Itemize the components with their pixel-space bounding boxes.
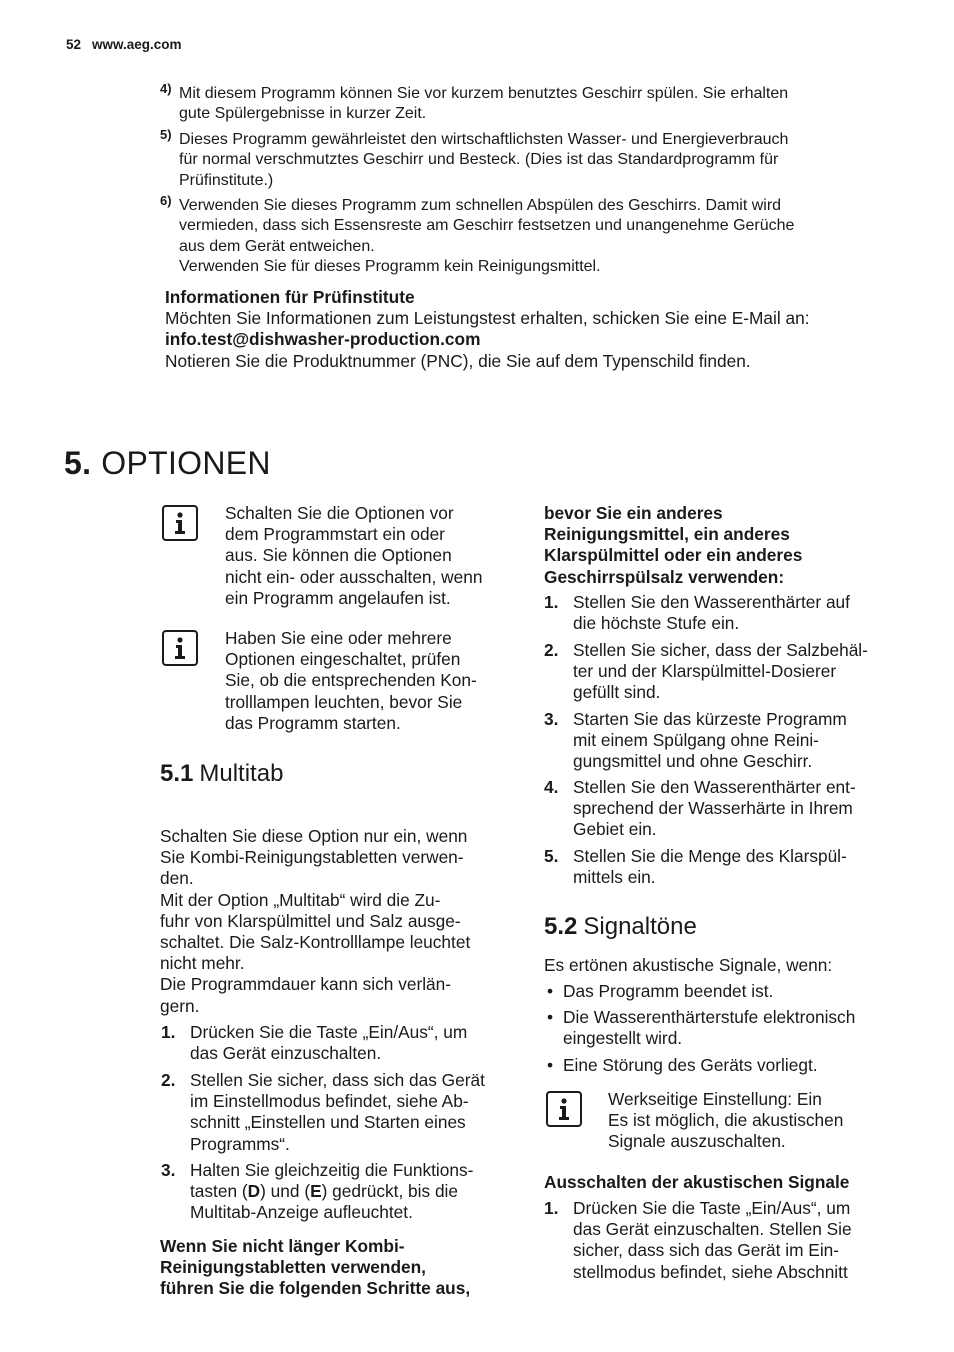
multitab-step-1 xyxy=(161,1022,521,1064)
right-step-4 xyxy=(544,777,914,841)
step-number: 1. xyxy=(544,1198,559,1218)
step-text: tasten ( xyxy=(190,1181,248,1202)
footnote-line: vermieden, dass sich Essensreste am Geschirr festsetzen und unangenehme Gerüche xyxy=(179,217,795,235)
step-line: das Gerät einzuschalten. Stellen Sie xyxy=(573,1219,852,1240)
info-note-1 xyxy=(225,503,525,609)
multitab-bold-note xyxy=(160,1236,520,1300)
note-line: nicht ein- oder ausschalten, wenn xyxy=(225,566,483,587)
step-number: 1. xyxy=(544,592,559,612)
step-line xyxy=(190,1181,521,1202)
step-line: ter und der Klarspülmittel-Dosierer xyxy=(573,661,837,682)
note-line: Haben Sie eine oder mehrere xyxy=(225,628,452,648)
key-d: D xyxy=(247,1181,261,1202)
note-line: aus. Sie können die Optionen xyxy=(225,545,452,566)
footnote-number: 5) xyxy=(160,127,172,142)
signal-bullet-1 xyxy=(544,981,914,1002)
footnote-line: für normal verschmutztes Geschirr und Besteck. (Dies ist das Standardprogramm für xyxy=(179,151,779,169)
test-info-email[interactable]: info.test@dishwasher-production.com xyxy=(165,329,481,350)
info-icon xyxy=(162,630,198,666)
info-icon xyxy=(162,505,198,541)
footnote-number: 6) xyxy=(160,193,172,208)
footnote-number: 4) xyxy=(160,81,172,96)
signal-note xyxy=(608,1089,908,1153)
bullet-dot: • xyxy=(547,981,554,1001)
paragraph-line: Mit der Option „Multitab“ wird die Zu- xyxy=(160,889,441,910)
test-info-heading: Informationen für Prüfinstitute xyxy=(165,287,415,307)
bullet-line: eingestellt wird. xyxy=(563,1028,683,1049)
note-line: Werkseitige Einstellung: Ein xyxy=(608,1089,822,1109)
bullet-line: Das Programm beendet ist. xyxy=(563,981,774,1001)
right-step-3 xyxy=(544,709,914,773)
section-title-text: Signaltöne xyxy=(583,913,697,940)
step-line: mittels ein. xyxy=(573,867,656,888)
step-line: Gebiet ein. xyxy=(573,819,657,840)
bold-note-line: Reinigungstabletten verwenden, xyxy=(160,1257,426,1278)
step-line: stellmodus befindet, siehe Abschnitt xyxy=(573,1261,848,1282)
note-line: Signale auszuschalten. xyxy=(608,1131,786,1152)
info-note-2 xyxy=(225,628,525,734)
step-number: 4. xyxy=(544,777,559,797)
bullet-dot: • xyxy=(547,1007,554,1027)
test-info-block xyxy=(165,287,925,372)
footnote-line: Verwenden Sie dieses Programm zum schnellen Abspülen des Geschirrs. Damit wird xyxy=(179,197,782,214)
step-line: Stellen Sie den Wasserenthärter auf xyxy=(573,592,850,612)
info-icon xyxy=(546,1091,582,1127)
note-line: dem Programmstart ein oder xyxy=(225,524,445,545)
step-line: die höchste Stufe ein. xyxy=(573,613,740,634)
step-line: Starten Sie das kürzeste Programm xyxy=(573,709,847,729)
signal-bullet-3 xyxy=(544,1055,914,1076)
bold-intro-line: Reinigungsmittel, ein anderes xyxy=(544,524,790,545)
right-step-5 xyxy=(544,846,914,888)
right-bold-intro xyxy=(544,503,904,588)
signal-bullet-2 xyxy=(544,1007,914,1049)
signal-step-1 xyxy=(544,1198,914,1283)
step-text: ) gedrückt, bis die xyxy=(321,1181,459,1202)
section-title-text: Multitab xyxy=(199,760,284,787)
step-line: schnitt „Einstellen und Starten eines xyxy=(190,1112,466,1133)
step-line: Halten Sie gleichzeitig die Funktions- xyxy=(190,1160,474,1180)
footnote-line: Prüfinstitute.) xyxy=(179,171,274,189)
signal-subheading: Ausschalten der akustischen Signale xyxy=(544,1172,850,1192)
chapter-number: 5. xyxy=(64,445,92,481)
step-number: 3. xyxy=(544,709,559,729)
step-line: gefüllt sind. xyxy=(573,682,661,703)
note-line: Es ist möglich, die akustischen xyxy=(608,1110,844,1131)
bullet-dot: • xyxy=(547,1055,554,1075)
multitab-step-3 xyxy=(161,1160,521,1224)
step-line: Stellen Sie sicher, dass sich das Gerät xyxy=(190,1070,485,1090)
paragraph-line: Sie Kombi-Reinigungstabletten verwen- xyxy=(160,847,464,868)
chapter-title xyxy=(64,444,271,482)
section-number: 5.1 xyxy=(160,760,194,787)
test-info-line: Notieren Sie die Produktnummer (PNC), die Sie auf dem Typenschild finden. xyxy=(165,350,751,371)
chapter-title-text: OPTIONEN xyxy=(101,445,271,481)
step-line: Stellen Sie sicher, dass der Salzbehäl- xyxy=(573,640,868,660)
step-line: Stellen Sie die Menge des Klarspül- xyxy=(573,846,847,866)
note-line: ein Programm angelaufen ist. xyxy=(225,587,451,608)
bold-note-line: Wenn Sie nicht länger Kombi- xyxy=(160,1236,405,1256)
step-line: sicher, dass sich das Gerät im Ein- xyxy=(573,1240,840,1261)
section-number: 5.2 xyxy=(544,913,578,940)
paragraph-line: gern. xyxy=(160,995,200,1016)
step-number: 1. xyxy=(161,1022,176,1042)
right-step-2 xyxy=(544,640,914,704)
signal-intro: Es ertönen akustische Signale, wenn: xyxy=(544,955,833,975)
right-step-1 xyxy=(544,592,914,634)
footnote-5 xyxy=(160,127,880,191)
paragraph-line: nicht mehr. xyxy=(160,953,245,974)
test-info-line: Möchten Sie Informationen zum Leistungstest erhalten, schicken Sie eine E-Mail an: xyxy=(165,308,810,329)
note-line: Schalten Sie die Optionen vor xyxy=(225,503,454,523)
note-line: Sie, ob die entsprechenden Kon- xyxy=(225,670,477,691)
footnote-6 xyxy=(160,193,880,278)
paragraph-line: fuhr von Klarspülmittel und Salz ausge- xyxy=(160,910,461,931)
key-e: E xyxy=(310,1181,322,1202)
paragraph-line: Die Programmdauer kann sich verlän- xyxy=(160,974,452,995)
paragraph-line: den. xyxy=(160,868,194,889)
step-line: im Einstellmodus befindet, siehe Ab- xyxy=(190,1091,469,1112)
bold-intro-line: Geschirrspülsalz verwenden: xyxy=(544,566,785,587)
step-line: sprechend der Wasserhärte in Ihrem xyxy=(573,798,853,819)
paragraph-line: schaltet. Die Salz-Kontrolllampe leuchtet xyxy=(160,932,471,953)
step-line: Programms“. xyxy=(190,1133,290,1154)
footnote-line: Verwenden Sie für dieses Programm kein Reinigungsmittel. xyxy=(179,258,601,276)
section-title-signal xyxy=(544,913,697,941)
paragraph-line: Schalten Sie diese Option nur ein, wenn xyxy=(160,826,468,846)
bold-note-line: führen Sie die folgenden Schritte aus, xyxy=(160,1278,471,1299)
step-line: gungsmittel und ohne Geschirr. xyxy=(573,751,813,772)
note-line: das Programm starten. xyxy=(225,712,401,733)
step-number: 2. xyxy=(544,640,559,660)
step-line: Stellen Sie den Wasserenthärter ent- xyxy=(573,777,856,797)
footnote-4 xyxy=(160,81,880,125)
note-line: Optionen eingeschaltet, prüfen xyxy=(225,649,461,670)
footnote-line: gute Spülergebnisse in kurzer Zeit. xyxy=(179,105,427,123)
step-line: mit einem Spülgang ohne Reini- xyxy=(573,730,819,751)
note-line: trolllampen leuchten, bevor Sie xyxy=(225,691,463,712)
step-number: 5. xyxy=(544,846,559,866)
step-text: ) und ( xyxy=(260,1181,311,1202)
step-line: Drücken Sie die Taste „Ein/Aus“, um xyxy=(573,1198,851,1218)
bold-intro-line: Klarspülmittel oder ein anderes xyxy=(544,545,803,566)
step-number: 3. xyxy=(161,1160,176,1180)
multitab-step-2 xyxy=(161,1070,521,1155)
bold-intro-line: bevor Sie ein anderes xyxy=(544,503,723,523)
bullet-line: Die Wasserenthärterstufe elektronisch xyxy=(563,1007,856,1027)
footnote-line: Mit diesem Programm können Sie vor kurzem benutztes Geschirr spülen. Sie erhalten xyxy=(179,85,789,102)
footnote-line: Dieses Programm gewährleistet den wirtschaftlichsten Wasser- und Energieverbrauch xyxy=(179,131,789,148)
footnote-line: aus dem Gerät entweichen. xyxy=(179,237,375,255)
step-line: Multitab-Anzeige aufleuchtet. xyxy=(190,1202,413,1223)
step-line: das Gerät einzuschalten. xyxy=(190,1043,382,1064)
step-number: 2. xyxy=(161,1070,176,1090)
section-title-multitab xyxy=(160,760,283,788)
multitab-paragraph xyxy=(160,826,520,1017)
page-number: 52 xyxy=(66,37,82,52)
website-link[interactable]: www.aeg.com xyxy=(92,37,182,52)
step-line: Drücken Sie die Taste „Ein/Aus“, um xyxy=(190,1022,468,1042)
page-header xyxy=(66,37,193,52)
bullet-line: Eine Störung des Geräts vorliegt. xyxy=(563,1055,818,1075)
